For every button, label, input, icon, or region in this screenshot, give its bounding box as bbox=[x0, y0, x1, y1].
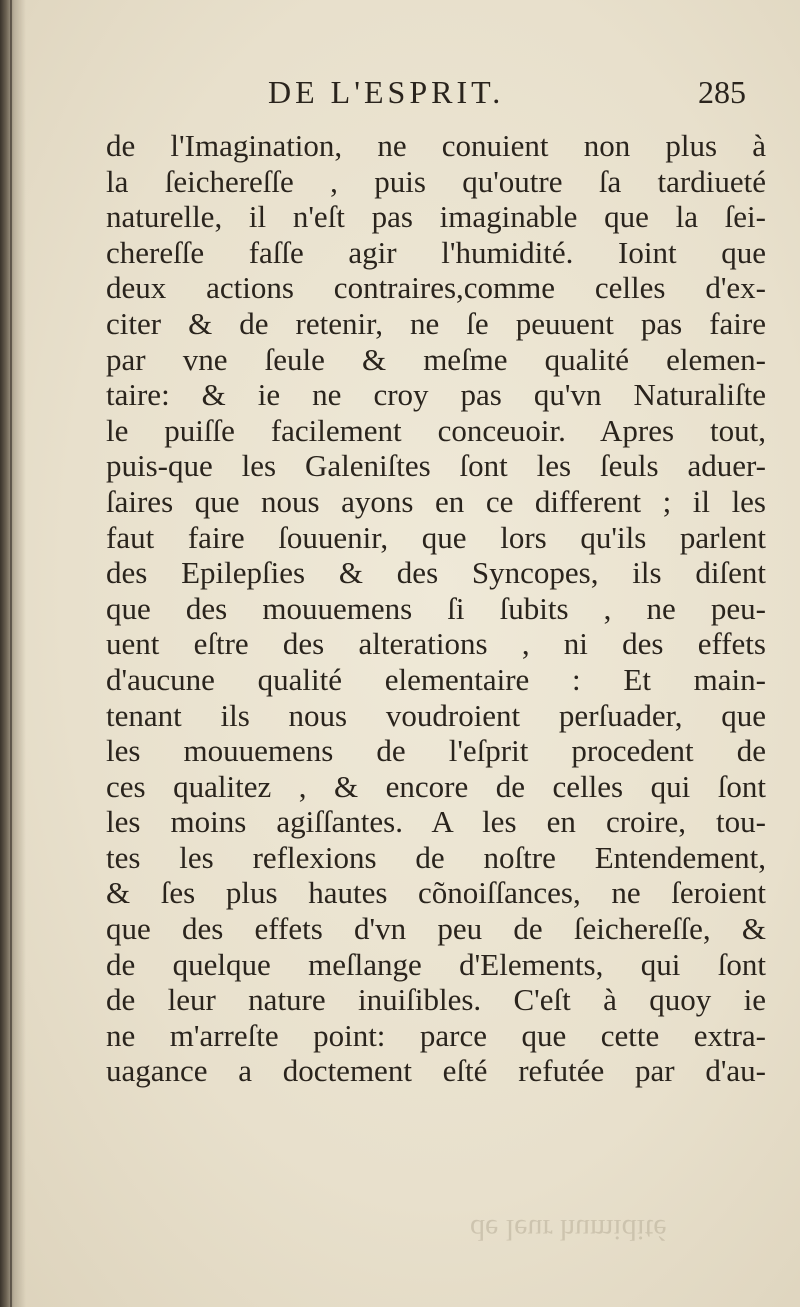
text-line: d'aucune qualité elementaire : Et main- bbox=[106, 661, 766, 697]
text-line: puis-que les Galeniſtes ſont les ſeuls aduer- bbox=[106, 448, 766, 484]
text-line: le puiſſe facilement conceuoir. Apres tout, bbox=[106, 412, 766, 448]
text-line: chereſſe faſſe agir l'humidité. Ioint que bbox=[106, 234, 766, 270]
page-number: 285 bbox=[698, 74, 746, 110]
show-through-text: de leur humidité bbox=[470, 1213, 667, 1246]
text-line: deux actions contraires,comme celles d'ex- bbox=[106, 270, 766, 306]
page-header bbox=[268, 74, 768, 124]
text-line: ne m'arreſte point: parce que cette extra- bbox=[106, 1017, 766, 1053]
text-line: les moins agiſſantes. A les en croire, tou- bbox=[106, 804, 766, 840]
body-text bbox=[106, 128, 766, 1089]
running-head: DE L'ESPRIT. bbox=[268, 74, 505, 110]
text-line: que des mouuemens ſi ſubits , ne peu- bbox=[106, 590, 766, 626]
text-line: uagance a doctement eſté refutée par d'au- bbox=[106, 1053, 766, 1089]
text-line: par vne ſeule & meſme qualité elemen- bbox=[106, 341, 766, 377]
text-line: de quelque meſlange d'Elements, qui ſont bbox=[106, 946, 766, 982]
text-line: tes les reflexions de noſtre Entendement, bbox=[106, 839, 766, 875]
book-gutter bbox=[0, 0, 26, 1307]
text-line: ſaires que nous ayons en ce different ; il les bbox=[106, 483, 766, 519]
text-line: la ſeichereſſe , puis qu'outre ſa tardiueté bbox=[106, 163, 766, 199]
text-line: des Epilepſies & des Syncopes, ils diſent bbox=[106, 555, 766, 591]
text-line: taire: & ie ne croy pas qu'vn Naturaliſte bbox=[106, 377, 766, 413]
text-line: que des effets d'vn peu de ſeichereſſe, & bbox=[106, 911, 766, 947]
text-line: de l'Imagination, ne conuient non plus à bbox=[106, 128, 766, 163]
text-line: citer & de retenir, ne ſe peuuent pas faire bbox=[106, 305, 766, 341]
text-line: naturelle, il n'eſt pas imaginable que la ſei- bbox=[106, 199, 766, 235]
text-line: les mouuemens de l'eſprit procedent de bbox=[106, 733, 766, 769]
text-line: & ſes plus hautes cõnoiſſances, ne ſeroient bbox=[106, 875, 766, 911]
text-line: uent eſtre des alterations , ni des effets bbox=[106, 626, 766, 662]
text-line: ces qualitez , & encore de celles qui ſont bbox=[106, 768, 766, 804]
gutter-shadow-line bbox=[10, 0, 12, 1307]
text-line: tenant ils nous voudroient perſuader, que bbox=[106, 697, 766, 733]
text-line: faut faire ſouuenir, que lors qu'ils parlent bbox=[106, 519, 766, 555]
text-line: de leur nature inuiſibles. C'eſt à quoy ie bbox=[106, 982, 766, 1018]
